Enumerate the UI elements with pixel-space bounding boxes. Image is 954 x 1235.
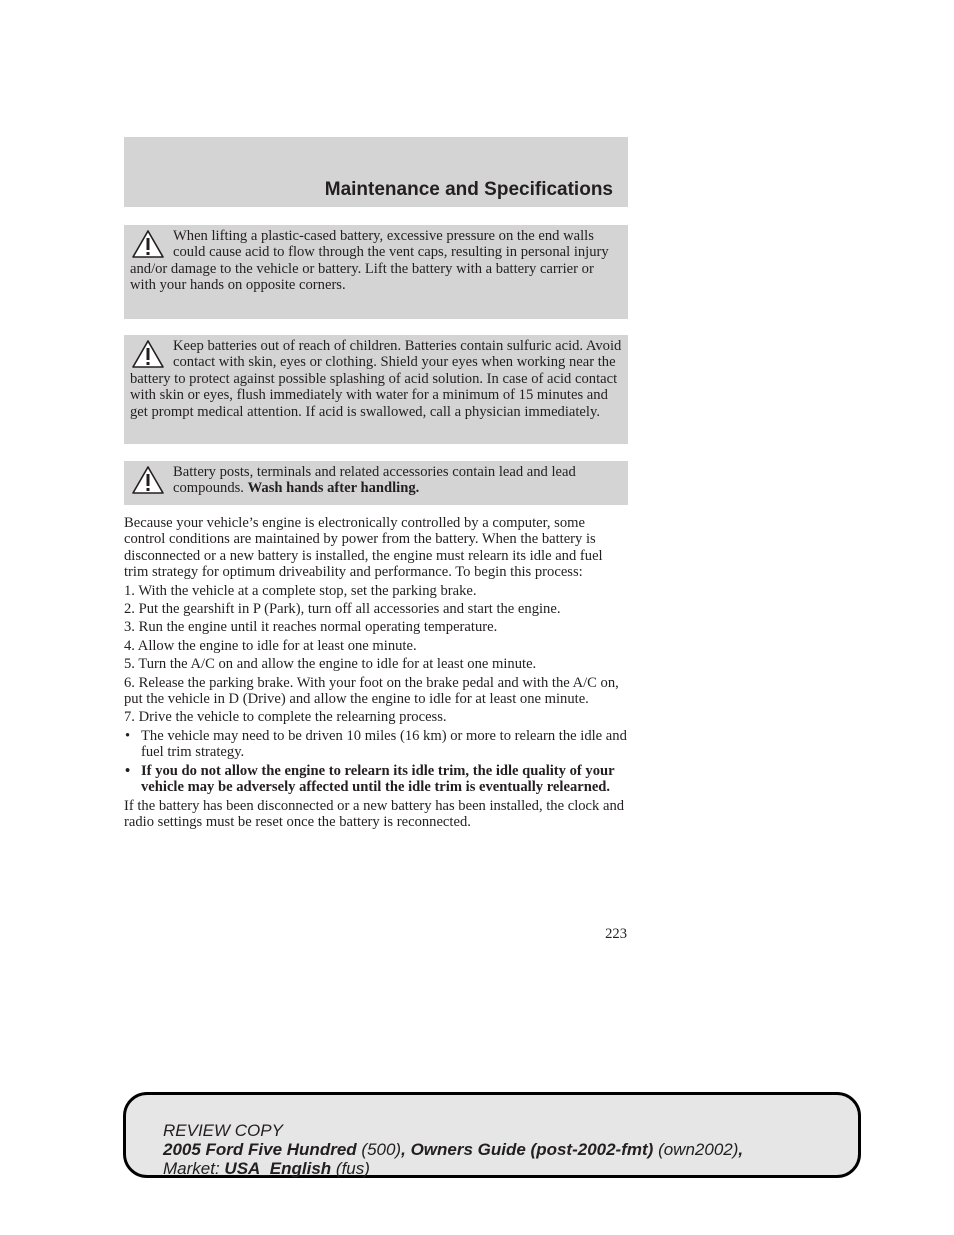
- step-item: 6. Release the parking brake. With your foot on the brake pedal and with the A/C on, put the vehicle in D (Drive) and allow the engine to idle for at least one minute.: [124, 674, 619, 708]
- bullet-item: • The vehicle may need to be driven 10 miles (16 km) or more to relearn the idle and fuel trim strategy.: [125, 727, 627, 761]
- bullet-dot: •: [125, 727, 131, 744]
- footer-model-line: 2005 Ford Five Hundred (500), Owners Guide (post-2002-fmt) (own2002),: [163, 1140, 744, 1159]
- step-item: 5. Turn the A/C on and allow the engine to idle for at least one minute.: [124, 656, 537, 673]
- warning-box-lead: [124, 461, 628, 505]
- warning-box-lifting: [124, 225, 628, 319]
- warning-text: When lifting a plastic-cased battery, excessive pressure on the end walls could cause acid to flow through the vent caps, resulting in personal injury and/or damage to the vehicle or battery. Lift the battery with a battery carrier or with your hands on opposite corners.: [130, 228, 609, 294]
- footer-market-line: Market: USA_English (fus): [163, 1159, 370, 1178]
- footer-text: [163, 1121, 743, 1178]
- main-body: [124, 515, 628, 832]
- step-item: 3. Run the engine until it reaches normal operating temperature.: [124, 619, 498, 636]
- intro-paragraph: Because your vehicle’s engine is electronically controlled by a computer, some control conditions are maintained by power from the battery. When the battery is disconnected or a new battery is installed, the engine must relearn its idle and fuel trim strategy for optimum driveability and performance. To begin this process:: [124, 515, 603, 581]
- bullet-dot: •: [125, 762, 131, 779]
- warning-box-children: [124, 335, 628, 444]
- step-item: 4. Allow the engine to idle for at least one minute.: [124, 637, 417, 654]
- closing-paragraph: If the battery has been disconnected or a new battery has been installed, the clock and radio settings must be reset once the battery is reconnected.: [124, 797, 625, 830]
- warning-triangle-icon: [130, 228, 168, 260]
- review-copy-footer: [123, 1092, 861, 1178]
- step-item: 2. Put the gearshift in P (Park), turn off all accessories and start the engine.: [124, 601, 561, 618]
- warning-triangle-icon: [130, 464, 168, 496]
- warning-emphasis: Wash hands after handling.: [247, 480, 420, 497]
- step-item: 7. Drive the vehicle to complete the relearning process.: [124, 709, 447, 726]
- warning-triangle-icon: [130, 338, 168, 370]
- warning-text: Keep batteries out of reach of children. Batteries contain sulfuric acid. Avoid contact with skin, eyes or clothing. Shield your eyes when working near the battery to protect against possible splashing of acid solution. In case of acid contact with skin or eyes, flush immediately with water for a minimum of 15 minutes and get prompt medical attention. If acid is swallowed, call a physician immediately.: [130, 338, 622, 420]
- review-copy-label: REVIEW COPY: [163, 1121, 283, 1140]
- section-header: [124, 137, 628, 207]
- warning-text: Battery posts, terminals and related accessories contain lead and lead compounds. Wash hands after handling.: [173, 464, 576, 497]
- section-title: Maintenance and Specifications: [324, 179, 613, 200]
- page-number: 223: [605, 926, 627, 942]
- step-item: 1. With the vehicle at a complete stop, set the parking brake.: [124, 582, 477, 599]
- bullet-item-bold: • If you do not allow the engine to relearn its idle trim, the idle quality of your vehicle may be adversely affected until the idle trim is eventually relearned.: [125, 762, 615, 796]
